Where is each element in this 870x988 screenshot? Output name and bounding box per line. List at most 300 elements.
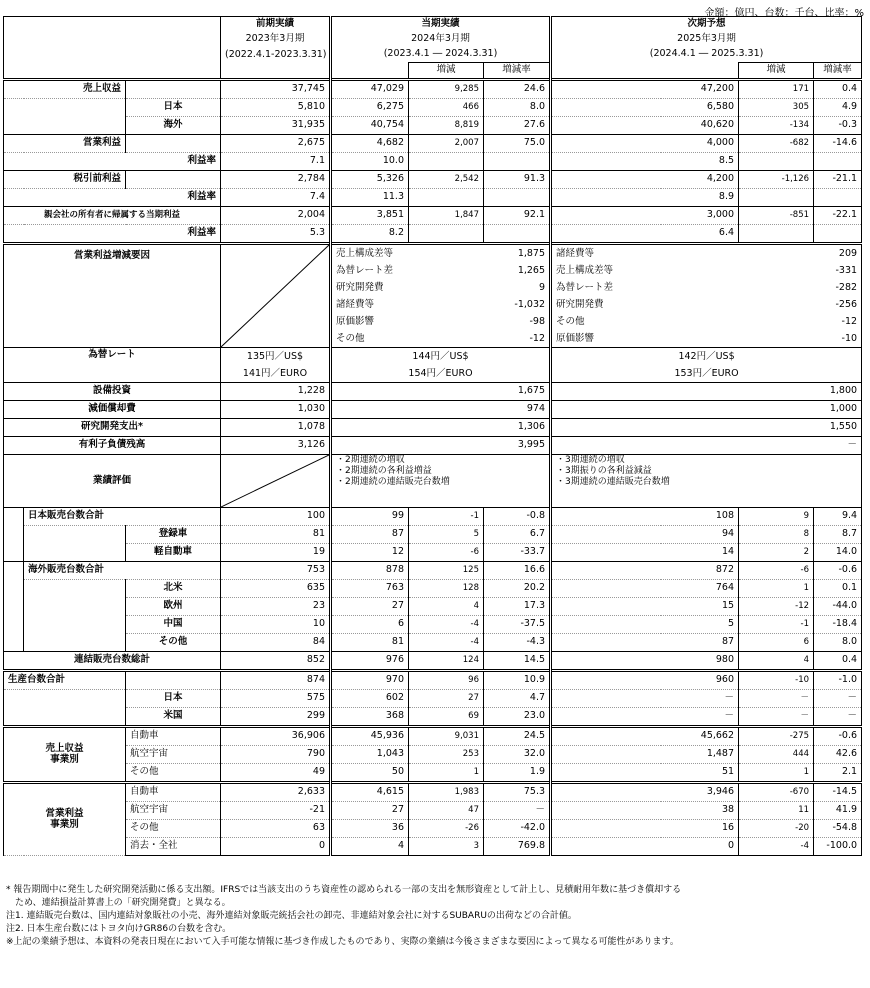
value-next-chg: -20 <box>739 820 814 838</box>
factor-value: -98 <box>529 316 546 327</box>
factor-value: 1,265 <box>517 265 546 276</box>
table-row <box>4 207 862 225</box>
value-prev: 635 <box>221 580 331 598</box>
table-cell <box>4 598 24 616</box>
value-curr-rate: 91.3 <box>484 171 551 189</box>
table-cell <box>4 117 126 135</box>
row-label: 減価償却費 <box>4 401 221 419</box>
table-row <box>4 783 862 802</box>
value-next: － <box>551 437 862 455</box>
factor-name: 原価影響 <box>556 333 595 344</box>
value-prev: 2,675 <box>221 135 331 153</box>
factor-item <box>336 279 545 296</box>
row-label: 海外販売台数合計 <box>24 562 221 580</box>
value-curr-rate: 1.9 <box>484 764 551 783</box>
value-curr-rate: 769.8 <box>484 838 551 856</box>
value-next: 8.5 <box>551 153 739 171</box>
value-curr-rate: 17.3 <box>484 598 551 616</box>
value-curr-rate: 14.5 <box>484 652 551 671</box>
factor-item <box>556 262 857 279</box>
value-curr: 45,936 <box>331 727 409 746</box>
value-next: 6,580 <box>551 99 739 117</box>
value-next: 6.4 <box>551 225 739 244</box>
footnote: 注1. 連結販売台数は、国内連結対象販社の小売、海外連結対象販売統括会社の卸売、非連結対象会社に対するSUBARUの出荷などの合計値。 <box>6 911 577 921</box>
value-curr-chg: 8,819 <box>409 117 484 135</box>
value-next-chg: 1 <box>739 580 814 598</box>
row-label: 研究開発支出* <box>4 419 221 437</box>
value-prev: 81 <box>221 526 331 544</box>
table-cell <box>4 544 24 562</box>
factor-item <box>556 330 857 347</box>
row-label: 日本 <box>126 690 221 708</box>
seg-sales-label <box>4 727 126 783</box>
value-next-chg: -275 <box>739 727 814 746</box>
segment-label: 売上収益 <box>45 743 84 755</box>
value-prev: 2,004 <box>221 207 331 225</box>
table-row <box>4 437 862 455</box>
value-curr-rate: -42.0 <box>484 820 551 838</box>
value-next: 14 <box>551 544 739 562</box>
factor-item <box>336 313 545 330</box>
value-prev: 2,633 <box>221 783 331 802</box>
table-row <box>4 225 862 244</box>
value-curr: 1,306 <box>331 419 551 437</box>
value-next: 108 <box>551 508 739 526</box>
value-curr: 5,326 <box>331 171 409 189</box>
value-curr-chg: 27 <box>409 690 484 708</box>
factor-item <box>336 296 545 313</box>
value-curr-rate: 23.0 <box>484 708 551 727</box>
fx-label: 為替レート <box>4 348 221 383</box>
value-curr-chg: 4 <box>409 598 484 616</box>
value-prev: 7.1 <box>221 153 331 171</box>
row-label: 欧州 <box>126 598 221 616</box>
value-next: 3,946 <box>551 783 739 802</box>
prev-fy: 2023年3月期 <box>221 32 331 47</box>
value-prev: 753 <box>221 562 331 580</box>
value-next: 40,620 <box>551 117 739 135</box>
factor-value: -1,032 <box>514 299 546 310</box>
factor-item <box>336 262 545 279</box>
row-label: 日本 <box>126 99 221 117</box>
financial-table <box>3 16 862 856</box>
value-next: 1,800 <box>551 383 862 401</box>
value-next-chg: － <box>739 708 814 727</box>
factor-name: 為替レート差 <box>336 265 394 276</box>
value-next: 8.9 <box>551 189 739 207</box>
segment-sublabel: 事業別 <box>50 818 79 830</box>
value-curr-rate: 24.5 <box>484 727 551 746</box>
value-prev: 1,030 <box>221 401 331 419</box>
op-factors-label: 営業利益増減要因 <box>4 244 221 348</box>
factor-name: その他 <box>556 316 585 327</box>
value-prev: 1,228 <box>221 383 331 401</box>
row-label: 中国 <box>126 616 221 634</box>
table-row <box>4 80 862 99</box>
fx-rate: 141円／EURO <box>242 368 308 379</box>
value-next: 15 <box>551 598 739 616</box>
factor-name: 諸経費等 <box>336 299 375 310</box>
value-next-chg: -6 <box>739 562 814 580</box>
value-curr-rate: 8.0 <box>484 99 551 117</box>
row-label: 日本販売台数合計 <box>24 508 221 526</box>
value-next-chg: 305 <box>739 99 814 117</box>
value-next-chg: 2 <box>739 544 814 562</box>
row-label: 設備投資 <box>4 383 221 401</box>
value-curr: 6 <box>331 616 409 634</box>
value-next: 764 <box>551 580 739 598</box>
table-row <box>4 634 862 652</box>
fx-rate: 135円／US$ <box>246 351 304 362</box>
value-curr-chg <box>409 225 484 244</box>
value-prev: 100 <box>221 508 331 526</box>
fx-rate: 154円／EURO <box>408 368 473 379</box>
table-cell <box>4 616 24 634</box>
value-curr-chg <box>409 153 484 171</box>
segment-label: 営業利益 <box>45 808 84 820</box>
value-next-rate <box>814 189 862 207</box>
eval-item: ・3期連続の増収 <box>556 455 625 465</box>
value-next-rate: 4.9 <box>814 99 862 117</box>
next-period: (2024.4.1 ― 2025.3.31) <box>551 47 862 63</box>
factor-item <box>556 245 857 262</box>
table-row <box>4 244 862 348</box>
value-next-rate: 9.4 <box>814 508 862 526</box>
value-prev: 874 <box>221 671 331 690</box>
value-next: 0 <box>551 838 739 856</box>
footnotes <box>6 884 681 949</box>
value-next-chg: -4 <box>739 838 814 856</box>
table-row <box>4 508 862 526</box>
table-cell <box>24 580 126 598</box>
value-prev: 852 <box>221 652 331 671</box>
value-curr-rate: 24.6 <box>484 80 551 99</box>
value-next-rate: 0.1 <box>814 580 862 598</box>
value-next-chg: -10 <box>739 671 814 690</box>
value-next-rate: 42.6 <box>814 746 862 764</box>
value-prev: 7.4 <box>221 189 331 207</box>
factor-name: 売上構成差等 <box>556 265 614 276</box>
row-label: 連結販売台数総計 <box>4 652 221 671</box>
value-curr: 368 <box>331 708 409 727</box>
value-next-rate: 41.9 <box>814 802 862 820</box>
value-next-chg: -1,126 <box>739 171 814 189</box>
value-next-chg: 6 <box>739 634 814 652</box>
table-row <box>4 616 862 634</box>
prev-period: (2022.4.1-2023.3.31) <box>221 47 331 63</box>
value-next-chg: -851 <box>739 207 814 225</box>
table-row <box>4 746 862 764</box>
value-next-chg: -682 <box>739 135 814 153</box>
row-label: 自動車 <box>126 783 221 802</box>
value-curr-rate: -0.8 <box>484 508 551 526</box>
value-next-rate: -22.1 <box>814 207 862 225</box>
row-label: 北米 <box>126 580 221 598</box>
table-cell <box>24 526 126 544</box>
value-next: － <box>551 708 739 727</box>
value-next-chg: 11 <box>739 802 814 820</box>
unit-note: 金額：億円、台数：千台、比率：% <box>704 8 864 19</box>
table-cell <box>4 708 126 727</box>
value-curr-chg: 47 <box>409 802 484 820</box>
row-label: 米国 <box>126 708 221 727</box>
row-label: 生産台数合計 <box>4 671 126 690</box>
value-curr-chg: 96 <box>409 671 484 690</box>
eval-item: ・2期連続の各利益増益 <box>336 466 432 476</box>
row-label: 売上収益 <box>4 80 126 99</box>
curr-rate-header: 増減率 <box>484 63 551 80</box>
value-curr-rate <box>484 189 551 207</box>
factor-value: -331 <box>835 265 858 276</box>
value-next-chg: 4 <box>739 652 814 671</box>
row-label: 有利子負債残高 <box>4 437 221 455</box>
table-cell <box>4 690 126 708</box>
table-cell <box>4 508 24 526</box>
value-next-chg: -134 <box>739 117 814 135</box>
value-curr: 99 <box>331 508 409 526</box>
factor-item <box>336 245 545 262</box>
table-row <box>4 690 862 708</box>
value-curr: 4 <box>331 838 409 856</box>
table-row <box>4 455 862 508</box>
value-curr-chg: 1,847 <box>409 207 484 225</box>
fx-prev <box>221 348 331 383</box>
next-chg-header: 増減 <box>739 63 814 80</box>
value-next-rate <box>814 225 862 244</box>
value-next-rate: 2.1 <box>814 764 862 783</box>
value-curr: 47,029 <box>331 80 409 99</box>
value-prev: 0 <box>221 838 331 856</box>
eval-curr <box>331 455 551 508</box>
value-next-chg <box>739 189 814 207</box>
row-label: その他 <box>126 764 221 783</box>
row-label: 消去・全社 <box>126 838 221 856</box>
factor-name: 諸経費等 <box>556 248 595 259</box>
value-curr: 763 <box>331 580 409 598</box>
value-next-chg: -1 <box>739 616 814 634</box>
factor-value: -282 <box>835 282 858 293</box>
footnote: ため、連結損益計算書上の「研究開発費」と異なる。 <box>6 898 231 908</box>
table-row <box>4 401 862 419</box>
fx-curr <box>331 348 551 383</box>
value-curr: 11.3 <box>331 189 409 207</box>
row-label: 航空宇宙 <box>126 746 221 764</box>
value-curr: 12 <box>331 544 409 562</box>
value-next: 4,000 <box>551 135 739 153</box>
table-row <box>4 802 862 820</box>
value-prev: 19 <box>221 544 331 562</box>
value-next-rate: 8.7 <box>814 526 862 544</box>
row-label: 利益率 <box>4 153 221 171</box>
value-next-rate: 8.0 <box>814 634 862 652</box>
table-row <box>4 383 862 401</box>
row-label: 軽自動車 <box>126 544 221 562</box>
value-next: 87 <box>551 634 739 652</box>
table-row <box>4 419 862 437</box>
value-curr-chg: 5 <box>409 526 484 544</box>
value-next: 16 <box>551 820 739 838</box>
value-curr-rate: － <box>484 802 551 820</box>
value-next-rate: -14.6 <box>814 135 862 153</box>
value-next-chg: 9 <box>739 508 814 526</box>
value-curr-rate: 92.1 <box>484 207 551 225</box>
value-next-rate: -21.1 <box>814 171 862 189</box>
value-next-chg: -670 <box>739 783 814 802</box>
value-curr: 974 <box>331 401 551 419</box>
value-prev: 10 <box>221 616 331 634</box>
value-curr: 878 <box>331 562 409 580</box>
value-curr-rate: -37.5 <box>484 616 551 634</box>
value-curr: 40,754 <box>331 117 409 135</box>
value-next-rate: -0.3 <box>814 117 862 135</box>
value-curr-rate <box>484 225 551 244</box>
value-next: 872 <box>551 562 739 580</box>
factor-value: -12 <box>529 333 546 344</box>
curr-chg-header: 増減 <box>409 63 484 80</box>
value-prev: 1,078 <box>221 419 331 437</box>
value-next-rate <box>814 153 862 171</box>
factor-name: 売上構成差等 <box>336 248 394 259</box>
value-next: － <box>551 690 739 708</box>
factor-name: 研究開発費 <box>336 282 384 293</box>
value-curr-chg: 1 <box>409 764 484 783</box>
value-curr-rate: 16.6 <box>484 562 551 580</box>
curr-fy: 2024年3月期 <box>331 32 551 47</box>
table-cell <box>4 562 24 580</box>
value-next-rate: -1.0 <box>814 671 862 690</box>
next-title: 次期予想 <box>551 17 862 33</box>
table-row <box>4 652 862 671</box>
value-next-rate: -18.4 <box>814 616 862 634</box>
value-curr-chg: -6 <box>409 544 484 562</box>
value-curr-rate: 27.6 <box>484 117 551 135</box>
value-prev: 84 <box>221 634 331 652</box>
value-next-rate: -0.6 <box>814 562 862 580</box>
value-curr: 3,995 <box>331 437 551 455</box>
diagonal-cell <box>221 244 331 348</box>
value-next: 3,000 <box>551 207 739 225</box>
table-row <box>4 189 862 207</box>
value-curr-rate: 75.0 <box>484 135 551 153</box>
value-prev: 37,745 <box>221 80 331 99</box>
table-row <box>4 598 862 616</box>
value-next-chg <box>739 225 814 244</box>
value-curr-chg: -4 <box>409 616 484 634</box>
value-curr-chg: 9,031 <box>409 727 484 746</box>
curr-title: 当期実績 <box>331 17 551 33</box>
next-rate-header: 増減率 <box>814 63 862 80</box>
value-next-chg: － <box>739 690 814 708</box>
segment-sublabel: 事業別 <box>50 753 79 765</box>
value-curr-rate: -4.3 <box>484 634 551 652</box>
footnote: 注2. 日本生産台数にはトヨタ向けGR86の台数を含む。 <box>6 924 232 934</box>
seg-op-label <box>4 783 126 856</box>
fx-next <box>551 348 862 383</box>
value-prev: 49 <box>221 764 331 783</box>
factor-item <box>556 279 857 296</box>
value-prev: 36,906 <box>221 727 331 746</box>
eval-item: ・2期連続の連結販売台数増 <box>336 477 450 487</box>
row-label: 利益率 <box>4 189 221 207</box>
value-next-chg <box>739 153 814 171</box>
value-next-chg: 8 <box>739 526 814 544</box>
table-row <box>4 135 862 153</box>
value-prev: 790 <box>221 746 331 764</box>
eval-label: 業績評価 <box>4 455 221 508</box>
row-label: 利益率 <box>4 225 221 244</box>
value-next-rate: -14.5 <box>814 783 862 802</box>
value-next-rate: － <box>814 708 862 727</box>
eval-item: ・3期振りの各利益減益 <box>556 466 652 476</box>
value-curr-chg: -4 <box>409 634 484 652</box>
value-curr: 3,851 <box>331 207 409 225</box>
value-curr-chg: 253 <box>409 746 484 764</box>
value-curr: 10.0 <box>331 153 409 171</box>
eval-next <box>551 455 862 508</box>
value-curr: 81 <box>331 634 409 652</box>
value-curr: 976 <box>331 652 409 671</box>
value-curr: 8.2 <box>331 225 409 244</box>
value-curr-chg: 69 <box>409 708 484 727</box>
value-curr-chg: 2,007 <box>409 135 484 153</box>
value-next-rate: -0.6 <box>814 727 862 746</box>
eval-item: ・3期連続の連結販売台数増 <box>556 477 670 487</box>
factor-value: 209 <box>838 248 858 259</box>
value-curr-chg: 125 <box>409 562 484 580</box>
table-row <box>4 838 862 856</box>
value-curr-chg: -26 <box>409 820 484 838</box>
factor-value: -256 <box>835 299 858 310</box>
factor-value: 1,875 <box>517 248 546 259</box>
value-curr-chg: 3 <box>409 838 484 856</box>
table-row <box>4 820 862 838</box>
value-curr: 4,682 <box>331 135 409 153</box>
eval-item: ・2期連続の増収 <box>336 455 405 465</box>
value-next: 38 <box>551 802 739 820</box>
value-next-chg: 444 <box>739 746 814 764</box>
value-prev: 5,810 <box>221 99 331 117</box>
factor-value: 9 <box>538 282 546 293</box>
value-prev: 2,784 <box>221 171 331 189</box>
value-next-rate: -100.0 <box>814 838 862 856</box>
value-curr: 1,043 <box>331 746 409 764</box>
value-next-chg: 171 <box>739 80 814 99</box>
value-next-rate: 14.0 <box>814 544 862 562</box>
table-cell <box>24 598 126 616</box>
value-curr: 50 <box>331 764 409 783</box>
diagonal-cell <box>221 455 331 508</box>
value-curr: 4,615 <box>331 783 409 802</box>
value-curr: 27 <box>331 598 409 616</box>
factor-item <box>336 330 545 347</box>
factor-name: その他 <box>336 333 365 344</box>
table-cell <box>4 580 24 598</box>
value-curr-rate: 4.7 <box>484 690 551 708</box>
value-next: 51 <box>551 764 739 783</box>
value-prev: 3,126 <box>221 437 331 455</box>
value-prev: 5.3 <box>221 225 331 244</box>
value-next-rate: － <box>814 690 862 708</box>
table-cell <box>4 99 126 117</box>
footnote: ※上記の業績予想は、本資料の発表日現在において入手可能な情報に基づき作成したものであり、実際の業績は今後さまざまな要因によって異なる可能性があります。 <box>6 937 679 947</box>
value-next: 4,200 <box>551 171 739 189</box>
value-curr: 602 <box>331 690 409 708</box>
row-label: 税引前利益 <box>4 171 126 189</box>
value-prev: -21 <box>221 802 331 820</box>
row-label: 登録車 <box>126 526 221 544</box>
value-curr-rate: 10.9 <box>484 671 551 690</box>
row-label: その他 <box>126 634 221 652</box>
